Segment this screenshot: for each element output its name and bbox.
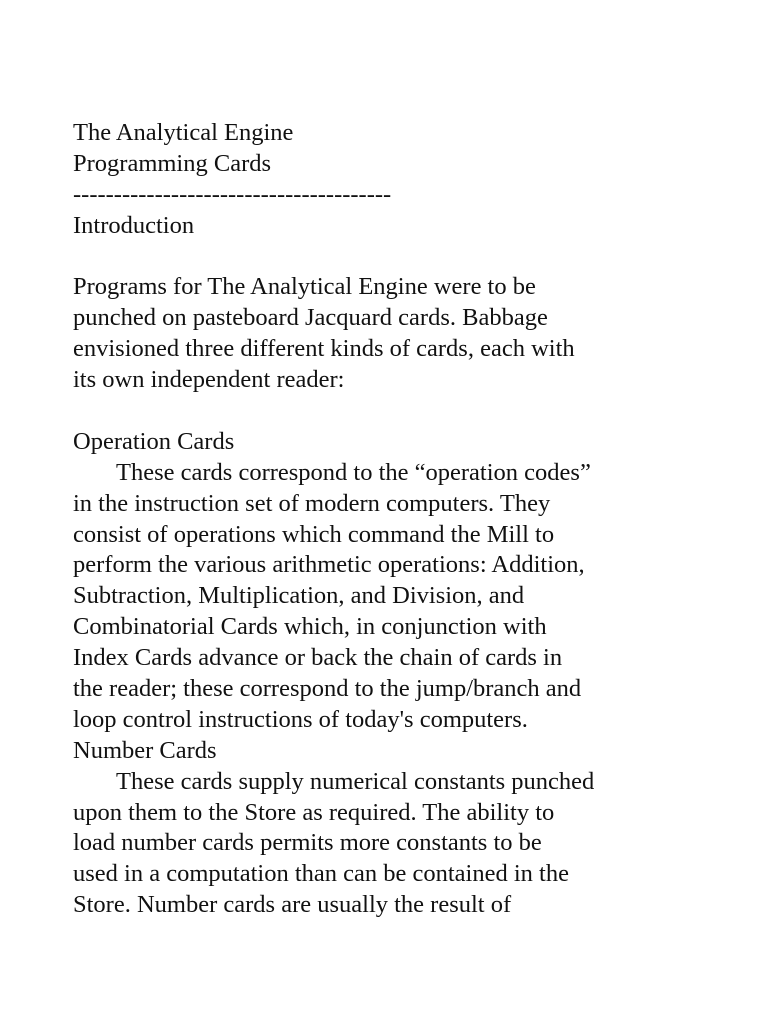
title-line-1: The Analytical Engine <box>73 119 294 146</box>
intro-line-3: envisioned three different kinds of cards, each with <box>73 335 575 363</box>
operation-cards-line-5: Subtraction, Multiplication, and Division, and <box>73 582 525 610</box>
section-heading-number-cards: Number Cards <box>73 736 217 764</box>
operation-cards-line-1: These cards correspond to the “operation codes” <box>116 458 591 486</box>
operation-cards-line-9: loop control instructions of today's computers. <box>73 705 528 733</box>
intro-line-1: Programs for The Analytical Engine were to be <box>73 273 536 301</box>
title-separator: --------------------------------------- <box>73 180 392 208</box>
blank-line <box>73 242 753 273</box>
number-cards-line-4: used in a computation than can be contained in the <box>73 860 569 888</box>
operation-cards-line-3: consist of operations which command the Mill to <box>73 520 555 548</box>
number-cards-line-5: Store. Number cards are usually the result of <box>73 891 512 919</box>
section-heading-operation-cards: Operation Cards <box>73 427 235 455</box>
intro-line-4: its own independent reader: <box>73 366 345 394</box>
number-cards-line-3: load number cards permits more constants to be <box>73 829 542 857</box>
operation-cards-line-6: Combinatorial Cards which, in conjunction with <box>73 613 547 641</box>
number-cards-line-1: These cards supply numerical constants punched <box>116 767 595 795</box>
operation-cards-line-4: perform the various arithmetic operations: Addition, <box>73 551 585 579</box>
operation-cards-line-2: in the instruction set of modern computers. They <box>73 489 551 517</box>
section-heading-introduction: Introduction <box>73 211 195 239</box>
number-cards-line-2: upon them to the Store as required. The ability to <box>73 798 555 826</box>
document-body <box>73 118 753 921</box>
title-line-2: Programming Cards <box>73 149 272 177</box>
blank-line <box>73 396 753 427</box>
operation-cards-line-8: the reader; these correspond to the jump/branch and <box>73 675 582 703</box>
operation-cards-line-7: Index Cards advance or back the chain of cards in <box>73 644 563 672</box>
intro-line-2: punched on pasteboard Jacquard cards. Babbage <box>73 304 548 332</box>
